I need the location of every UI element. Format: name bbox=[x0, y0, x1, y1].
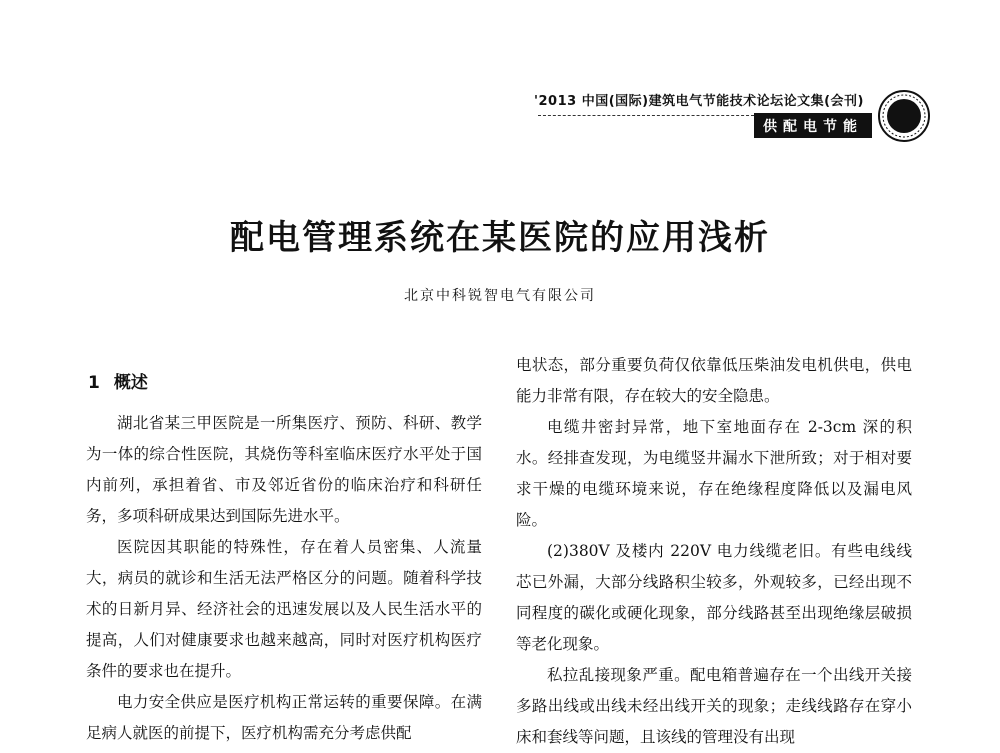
header-divider bbox=[538, 115, 754, 116]
paper-title: 配电管理系统在某医院的应用浅析 bbox=[230, 218, 770, 258]
section-label-badge: 供配电节能 bbox=[754, 113, 872, 138]
paragraph: 医院因其职能的特殊性，存在着人员密集、人流量大，病员的就诊和生活无法严格区分的问题。随着科学技术的日新月异、经济社会的迅速发展以及人民生活水平的提高，人们对健康要求也越来越高，同时对医疗机构医疗条件的要求也在提升。 bbox=[86, 538, 482, 680]
paragraph: 电缆井密封异常，地下室地面存在 2-3cm 深的积水。经排查发现，为电缆竖井漏水下泄所致；对于相对要求干燥的电缆环境来说，存在绝缘程度降低以及漏电风险。 bbox=[516, 418, 912, 529]
paragraph: 湖北省某三甲医院是一所集医疗、预防、科研、教学为一体的综合性医院，其烧伤等科室临床医疗水平处于国内前列，承担着省、市及邻近省份的临床治疗和科研任务，多项科研成果达到国际先进水平。 bbox=[86, 414, 482, 525]
paragraph: 电力安全供应是医疗机构正常运转的重要保障。在满足病人就医的前提下，医疗机构需充分考虑供配 bbox=[86, 693, 482, 742]
paper-author: 北京中科锐智电气有限公司 bbox=[404, 288, 596, 304]
left-column bbox=[86, 408, 482, 749]
section-title: 概述 bbox=[113, 373, 148, 393]
right-column bbox=[516, 350, 912, 753]
paragraph: (2)380V 及楼内 220V 电力线缆老旧。有些电线线芯已外漏，大部分线路积尘较多，外观较多，已经出现不同程度的碳化或硬化现象，部分线路甚至出现绝缘层破损等老化现象。 bbox=[516, 542, 912, 653]
journal-logo-icon bbox=[878, 90, 930, 142]
proceedings-header: '2013 中国(国际)建筑电气节能技术论坛论文集(会刊) bbox=[534, 94, 864, 109]
section-heading bbox=[88, 368, 148, 393]
paragraph: 私拉乱接现象严重。配电箱普遍存在一个出线开关接多路出线或出线未经出线开关的现象；走线线路存在穿小床和套线等问题，且该线的管理没有出现 bbox=[516, 666, 912, 746]
section-number: 1 bbox=[88, 373, 100, 393]
paragraph: 电状态，部分重要负荷仅依靠低压柴油发电机供电，供电能力非常有限，存在较大的安全隐患。 bbox=[516, 356, 912, 405]
